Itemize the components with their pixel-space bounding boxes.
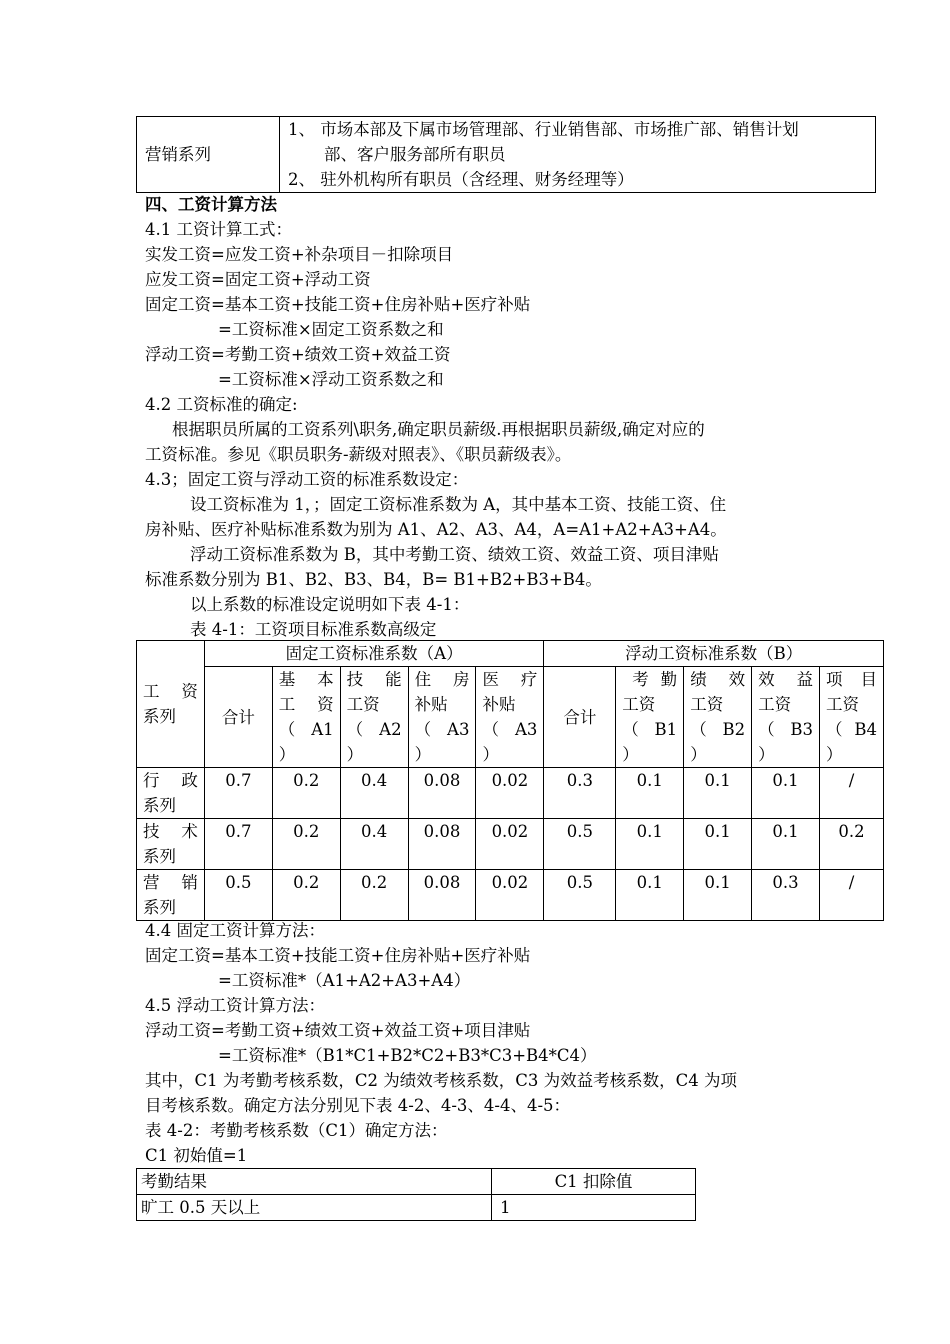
s43-para3: 以上系数的标准设定说明如下表 4-1： <box>190 595 470 614</box>
header-line: 工资 <box>690 695 724 714</box>
header-line: 基 本 <box>278 670 334 689</box>
header-line: 医 疗 <box>482 670 538 689</box>
series-item-2: 2、 驻外机构所有职员（含经理、财务经理等） <box>288 170 634 189</box>
float-group-header: 浮动工资标准系数（B） <box>544 641 884 667</box>
row-name-line1: 行 政 <box>143 771 198 790</box>
table41-caption: 表 4-1：工资项目标准系数高级定 <box>190 620 437 639</box>
fixed-total-header: 合计 <box>204 667 272 768</box>
row-name-line1: 营 销 <box>143 873 198 892</box>
header-line: 工资 <box>622 695 656 714</box>
series-header-cell <box>137 641 205 768</box>
value-cell: 0.2 <box>272 768 340 819</box>
header-line: 技 能 <box>346 670 402 689</box>
s45-title: 4.5 浮动工资计算方法： <box>145 996 325 1015</box>
s42-para-line1: 根据职员所属的工资系列\职务,确定职员薪级.再根据职员薪级,确定对应的 <box>172 420 705 439</box>
attendance-deduction-cell: 1 <box>492 1195 696 1221</box>
s43-para1-line1: 设工资标准为 1，；固定工资标准系数为 A，其中基本工资、技能工资、住 <box>190 495 727 514</box>
s45-line1: 浮动工资=考勤工资+绩效工资+效益工资+项目津贴 <box>145 1021 531 1040</box>
c1-initial-value: C1 初始值=1 <box>145 1146 248 1165</box>
s42-title: 4.2 工资标准的确定: <box>145 395 298 414</box>
value-cell: 0.1 <box>752 768 820 819</box>
header-line: ） <box>414 745 432 764</box>
value-cell: 0.3 <box>544 768 616 819</box>
float-col-header <box>684 667 752 768</box>
row-name-line2: 系列 <box>143 796 176 815</box>
marketing-series-table <box>136 116 876 193</box>
header-line: 考 勤 <box>632 670 678 689</box>
header-line: ） <box>690 745 707 764</box>
s45-para-line1: 其中，C1 为考勤考核系数，C2 为绩效考核系数，C3 为效益考核系数，C4 为项 <box>145 1071 737 1090</box>
series-desc-cell <box>280 117 876 193</box>
header-line: （ B1 <box>622 720 678 739</box>
value-cell: 0.02 <box>476 819 544 870</box>
value-cell: 0.08 <box>408 768 476 819</box>
s45-para-line2: 目考核系数。确定方法分别见下表 4-2、4-3、4-4、4-5： <box>145 1096 571 1115</box>
float-col-header <box>616 667 684 768</box>
attendance-table <box>136 1168 696 1221</box>
header-line: 工 资 <box>278 695 334 714</box>
row-name-cell <box>137 819 205 870</box>
value-cell: 0.1 <box>616 768 684 819</box>
value-cell: 0.1 <box>684 768 752 819</box>
fixed-col-header <box>408 667 476 768</box>
header-line: （ A2 <box>346 720 402 739</box>
s41-line: 固定工资=基本工资+技能工资+住房补贴+医疗补贴 <box>145 295 531 314</box>
header-line: 住 房 <box>414 670 470 689</box>
s43-title: 4.3；固定工资与浮动工资的标准系数设定： <box>145 470 469 489</box>
attendance-header-result: 考勤结果 <box>137 1169 492 1195</box>
value-cell: 0.4 <box>340 768 408 819</box>
header-line: ） <box>278 745 296 764</box>
s41-line: 实发工资=应发工资+补杂项目－扣除项目 <box>145 245 454 264</box>
series-label-cell <box>137 117 280 193</box>
header-line: （ A1 <box>278 720 334 739</box>
header-line: （ A3 <box>414 720 470 739</box>
value-cell: 0.08 <box>408 870 476 921</box>
value-cell: 0.1 <box>752 819 820 870</box>
attendance-result-cell: 旷工 0.5 天以上 <box>137 1195 492 1221</box>
s43-para2-line2: 标准系数分别为 B1、B2、B3、B4，B= B1+B2+B3+B4。 <box>145 570 602 589</box>
value-cell: 0.7 <box>204 819 272 870</box>
value-cell: 0.2 <box>820 819 884 870</box>
s41-line: 应发工资=固定工资+浮动工资 <box>145 270 371 289</box>
row-name-line2: 系列 <box>143 898 176 917</box>
header-line: 工资 <box>826 695 859 714</box>
fixed-group-header: 固定工资标准系数（A） <box>204 641 544 667</box>
s44-title: 4.4 固定工资计算方法： <box>145 921 325 940</box>
header-line: （ B2 <box>690 720 746 739</box>
fixed-col-header <box>340 667 408 768</box>
table-row <box>137 1195 696 1221</box>
header-line: ） <box>622 745 639 764</box>
header-line: 效 益 <box>758 670 813 689</box>
s41-line: =工资标准×浮动工资系数之和 <box>218 370 444 389</box>
s44-line2: =工资标准*（A1+A2+A3+A4） <box>218 971 471 990</box>
row-name-line1: 技 术 <box>143 822 198 841</box>
header-line: （ B4 <box>826 720 877 739</box>
s41-title: 4.1 工资计算工式： <box>145 220 292 239</box>
value-cell: 0.2 <box>272 819 340 870</box>
series-label: 营销系列 <box>145 145 211 164</box>
value-cell: / <box>820 870 884 921</box>
s43-para1-line2: 房补贴、医疗补贴标准系数为别为 A1、A2、A3、A4，A=A1+A2+A3+A4。 <box>145 520 727 539</box>
series-item-1-line1: 1、 市场本部及下属市场管理部、行业销售部、市场推广部、销售计划 <box>288 120 799 139</box>
header-line: 项 目 <box>826 670 877 689</box>
s43-para2-line1: 浮动工资标准系数为 B，其中考勤工资、绩效工资、效益工资、项目津贴 <box>190 545 719 564</box>
header-line: 绩 效 <box>690 670 746 689</box>
header-line: 工资 <box>346 695 380 714</box>
table42-caption: 表 4-2：考勤考核系数（C1）确定方法： <box>145 1121 448 1140</box>
value-cell: 0.2 <box>340 870 408 921</box>
table-row <box>137 768 884 819</box>
row-name-line2: 系列 <box>143 847 176 866</box>
value-cell: 0.4 <box>340 819 408 870</box>
header-line: ） <box>758 745 775 764</box>
float-col-header <box>820 667 884 768</box>
fixed-col-header <box>272 667 340 768</box>
header-line: 工资 <box>758 695 792 714</box>
value-cell: 0.2 <box>272 870 340 921</box>
header-line: ） <box>826 745 843 764</box>
header-line: （ B3 <box>758 720 813 739</box>
series-header-line1: 工 资 <box>143 682 198 701</box>
value-cell: 0.1 <box>684 819 752 870</box>
table-row <box>137 819 884 870</box>
header-line: （ A3 <box>482 720 538 739</box>
value-cell: 0.5 <box>544 819 616 870</box>
value-cell: / <box>820 768 884 819</box>
float-col-header <box>752 667 820 768</box>
header-line: ） <box>482 745 499 764</box>
fixed-col-header <box>476 667 544 768</box>
row-name-cell <box>137 768 205 819</box>
value-cell: 0.1 <box>616 819 684 870</box>
coefficient-table <box>136 640 884 921</box>
value-cell: 0.02 <box>476 768 544 819</box>
attendance-header-deduction: C1 扣除值 <box>492 1169 696 1195</box>
value-cell: 0.08 <box>408 819 476 870</box>
row-name-cell <box>137 870 205 921</box>
header-line: 补贴 <box>482 695 516 714</box>
s41-line: =工资标准×固定工资系数之和 <box>218 320 444 339</box>
s44-line1: 固定工资=基本工资+技能工资+住房补贴+医疗补贴 <box>145 946 531 965</box>
section-4-title: 四、工资计算方法 <box>145 195 277 214</box>
header-line: ） <box>346 745 364 764</box>
s41-line: 浮动工资=考勤工资+绩效工资+效益工资 <box>145 345 451 364</box>
header-line: 补贴 <box>414 695 448 714</box>
value-cell: 0.7 <box>204 768 272 819</box>
s42-para-line2: 工资标准。参见《职员职务-薪级对照表》、《职员薪级表》。 <box>145 445 572 464</box>
value-cell: 0.5 <box>544 870 616 921</box>
table-row <box>137 870 884 921</box>
series-item-1-line2: 部、客户服务部所有职员 <box>324 145 506 164</box>
s45-line2: =工资标准*（B1*C1+B2*C2+B3*C3+B4*C4） <box>218 1046 597 1065</box>
series-header-line2: 系列 <box>143 707 176 726</box>
value-cell: 0.1 <box>684 870 752 921</box>
value-cell: 0.02 <box>476 870 544 921</box>
value-cell: 0.3 <box>752 870 820 921</box>
value-cell: 0.5 <box>204 870 272 921</box>
value-cell: 0.1 <box>616 870 684 921</box>
float-total-header: 合计 <box>544 667 616 768</box>
